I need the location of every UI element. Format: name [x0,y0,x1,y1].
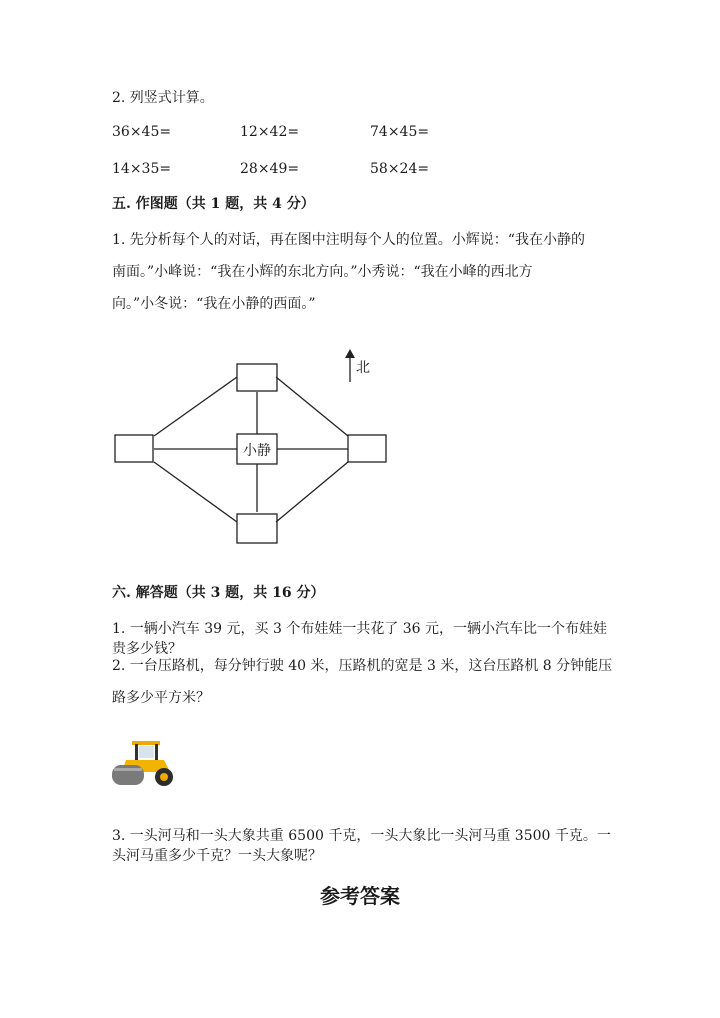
section-5-q1-line: 1. 先分析每个人的对话，再在图中注明每个人的位置。小辉说：“我在小静的 [112,232,585,248]
section-6-q2-line: 路多少平方米？ [112,690,210,706]
center-label: 小静 [243,443,271,459]
calc-item: 58×24= [370,161,430,177]
north-label: 北 [356,360,370,376]
question-2-title: 2. 列竖式计算。 [112,90,214,106]
section-6-header: 六. 解答题（共 3 题，共 16 分） [112,585,325,601]
east-box [348,435,386,462]
section-5-q1-line: 向。”小冬说：“我在小静的西面。” [112,296,316,312]
section-6-q3-line: 头河马重多少千克？一头大象呢？ [112,848,322,864]
section-6-q1-line: 贵多少钱？ [112,641,182,657]
diagram-line [154,377,237,436]
west-box [115,435,153,462]
answer-title: 参考答案 [320,884,400,908]
section-5-header: 五. 作图题（共 1 题，共 4 分） [112,196,315,212]
calc-item: 12×42= [240,124,300,140]
diagram-line [154,462,237,522]
section-6-q2-line: 2. 一台压路机，每分钟行驶 40 米，压路机的宽是 3 米，这台压路机 8 分钟能压 [112,658,613,674]
roller-pillar [155,744,158,760]
roller-wheel-hub [160,773,168,781]
south-box [237,514,277,543]
section-6-q3-line: 3. 一头河马和一头大象共重 6500 千克，一头大象比一头河马重 3500 千克。一 [112,828,611,844]
diagram-line [276,377,348,436]
section-5-q1-line: 南面。”小峰说：“我在小辉的东北方向。”小秀说：“我在小峰的西北方 [112,264,533,280]
section-6-q1-line: 1. 一辆小汽车 39 元，买 3 个布娃娃一共花了 36 元，一辆小汽车比一个布娃娃 [112,621,608,637]
diagram-line [276,462,348,522]
north-arrow-icon [345,349,355,358]
direction-diagram [100,340,400,550]
roller-cab-window [139,746,154,758]
roller-drum-highlight [114,768,142,771]
calc-item: 74×45= [370,124,430,140]
calc-item: 28×49= [240,161,300,177]
road-roller-illustration [108,738,180,788]
calc-item: 14×35= [112,161,172,177]
north-box [237,364,277,391]
roller-pillar [135,744,138,760]
calc-item: 36×45= [112,124,172,140]
